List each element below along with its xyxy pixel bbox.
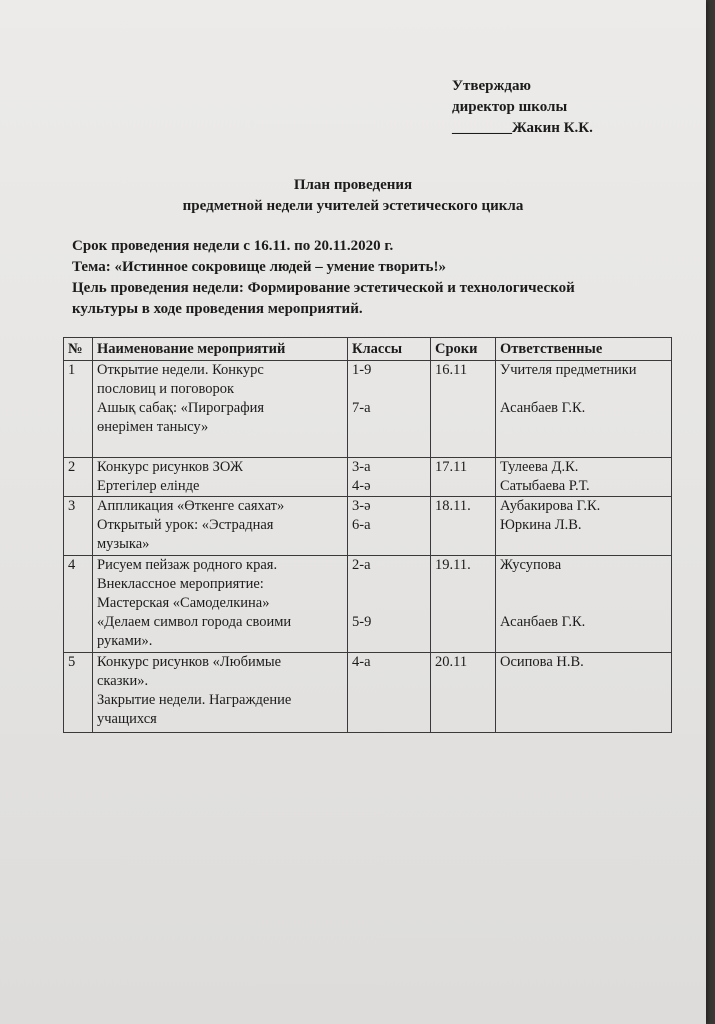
- document-meta: [72, 236, 652, 320]
- responsible-item: Осипова Н.В.: [500, 654, 584, 670]
- event-item: Закрытие недели. Награждение учащихся: [97, 692, 292, 727]
- class-item: 7-а: [352, 400, 371, 416]
- responsible-item: Аубакирова Г.К.: [500, 498, 601, 514]
- event-item: Конкурс рисунков ЗОЖ: [97, 459, 244, 475]
- approval-block: [452, 76, 593, 139]
- class-item: 3-а: [352, 459, 371, 475]
- title-line-1: План проведения: [293, 177, 413, 193]
- event-item: Открытие недели. Конкурс пословиц и поговорок: [97, 362, 264, 397]
- row-date: 19.11.: [431, 556, 496, 653]
- table-row: [64, 497, 672, 556]
- responsible-item: Сатыбаева Р.Т.: [500, 478, 590, 494]
- meta-goal-line-2: культуры в ходе проведения мероприятий.: [72, 301, 363, 317]
- class-item: 1-9: [352, 362, 372, 378]
- table-row: [64, 361, 672, 458]
- table-row: [64, 458, 672, 497]
- responsible-item: Асанбаев Г.К.: [500, 614, 586, 630]
- approval-line-1: Утверждаю: [452, 78, 531, 94]
- class-item: 6-а: [352, 517, 371, 533]
- responsible-item: Тулеева Д.К.: [500, 459, 579, 475]
- row-classes: [348, 458, 431, 497]
- class-item: 4-ә: [352, 478, 371, 494]
- class-item: 4-а: [352, 654, 371, 670]
- events-table: [63, 337, 672, 733]
- meta-period: Срок проведения недели с 16.11. по 20.11.2020 г.: [72, 238, 394, 254]
- row-number: 2: [64, 458, 93, 497]
- row-number: 5: [64, 653, 93, 733]
- event-item: Ашық сабақ: «Пирография өнерімен танысу»: [97, 400, 265, 435]
- row-responsible: [496, 653, 672, 733]
- row-date: 16.11: [431, 361, 496, 458]
- row-events: [93, 556, 348, 653]
- row-date: 17.11: [431, 458, 496, 497]
- meta-goal-line-1: Цель проведения недели: Формирование эстетической и технологической: [72, 280, 575, 296]
- event-item: «Делаем символ города своими руками».: [97, 614, 292, 649]
- row-responsible: [496, 458, 672, 497]
- class-item: 5-9: [352, 614, 372, 630]
- responsible-item: Жусупова: [500, 557, 562, 573]
- table-row: [64, 556, 672, 653]
- row-date: 18.11.: [431, 497, 496, 556]
- class-item: 2-а: [352, 557, 371, 573]
- row-date: 20.11: [431, 653, 496, 733]
- row-classes: [348, 497, 431, 556]
- header-dates: Сроки: [431, 338, 496, 361]
- responsible-item: Учителя предметники: [500, 362, 637, 378]
- row-classes: [348, 653, 431, 733]
- row-responsible: [496, 497, 672, 556]
- responsible-item: Юркина Л.В.: [500, 517, 582, 533]
- row-classes: [348, 556, 431, 653]
- event-item: Ертегілер елінде: [97, 478, 200, 494]
- row-events: [93, 458, 348, 497]
- row-responsible: [496, 361, 672, 458]
- meta-theme: Тема: «Истинное сокровище людей – умение творить!»: [72, 259, 446, 275]
- header-classes: Классы: [348, 338, 431, 361]
- row-events: [93, 653, 348, 733]
- approval-signature-line: ________Жакин К.К.: [452, 120, 593, 136]
- responsible-item: Асанбаев Г.К.: [500, 400, 586, 416]
- row-classes: [348, 361, 431, 458]
- event-item: Открытый урок: «Эстрадная музыка»: [97, 517, 274, 552]
- event-item: Рисуем пейзаж родного края.: [97, 557, 278, 573]
- event-item: Внеклассное мероприятие: Мастерская «Самоделкина»: [97, 576, 270, 611]
- document-title: [0, 175, 706, 217]
- table-header-row: [64, 338, 672, 361]
- row-events: [93, 361, 348, 458]
- event-item: Аппликация «Өткенге саяхат»: [97, 498, 285, 514]
- row-responsible: [496, 556, 672, 653]
- row-events: [93, 497, 348, 556]
- header-responsible: Ответственные: [496, 338, 672, 361]
- row-number: 1: [64, 361, 93, 458]
- class-item: 3-ә: [352, 498, 371, 514]
- event-item: Конкурс рисунков «Любимые сказки».: [97, 654, 282, 689]
- row-number: 4: [64, 556, 93, 653]
- title-line-2: предметной недели учителей эстетического цикла: [182, 198, 524, 214]
- approval-line-2: директор школы: [452, 99, 568, 115]
- table-row: [64, 653, 672, 733]
- header-events: Наименование мероприятий: [93, 338, 348, 361]
- row-number: 3: [64, 497, 93, 556]
- header-number: №: [64, 338, 93, 361]
